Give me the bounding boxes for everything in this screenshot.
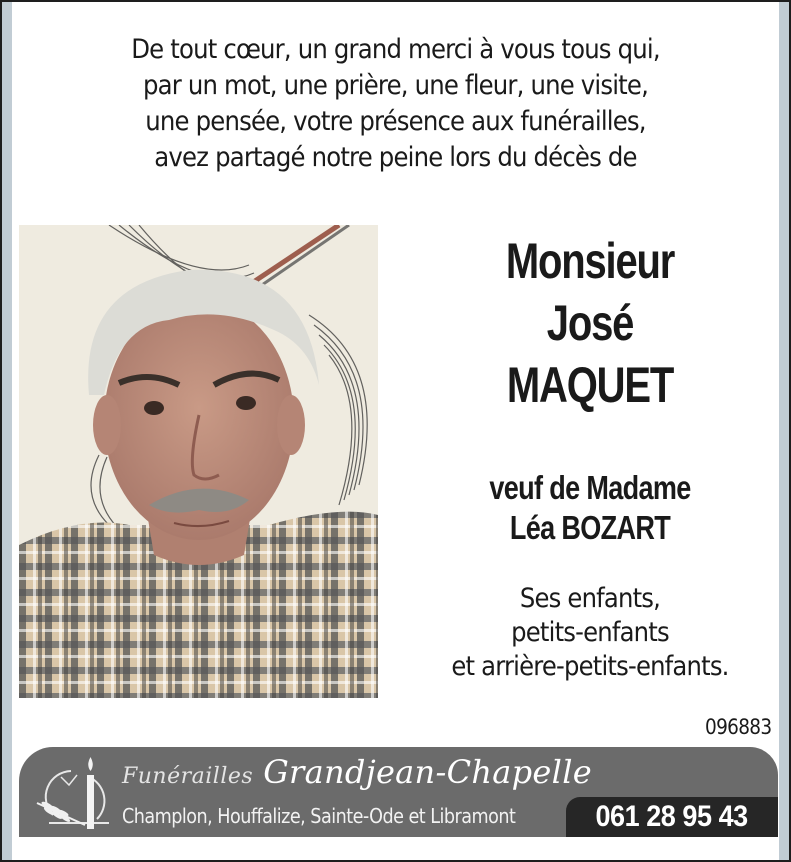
family-line: petits-enfants [511, 617, 669, 648]
spouse-info [432, 468, 749, 548]
deceased-title: Monsieur [505, 233, 675, 289]
family-line: et arrière-petits-enfants. [451, 651, 729, 682]
deceased-last-name: MAQUET [506, 357, 674, 413]
funeral-locations: Champlon, Houffalize, Sainte-Ode et Libramont [122, 804, 516, 828]
thanks-line: avez partagé notre peine lors du décès de [154, 142, 637, 173]
thanks-line: par un mot, une prière, une fleur, une visite, [142, 70, 649, 101]
funeral-home-banner [19, 747, 778, 837]
left-side-strip [2, 2, 12, 860]
candle-wheat-logo-icon [31, 753, 111, 833]
funeral-prefix: Funérailles [122, 764, 254, 789]
funeral-home-name [122, 753, 592, 791]
thanks-message [52, 32, 739, 176]
deceased-name [436, 230, 745, 416]
family-signature [416, 582, 763, 684]
thanks-line: De tout cœur, un grand merci à vous tous qui, [131, 34, 660, 65]
spouse-line: veuf de Madame [489, 469, 691, 506]
deceased-first-name: José [546, 295, 634, 351]
spouse-line: Léa BOZART [509, 509, 671, 546]
phone-number-box [566, 797, 778, 837]
reference-number: 096883 [704, 715, 771, 739]
funeral-brand: Grandjean-Chapelle [263, 753, 592, 791]
right-side-strip [779, 2, 789, 860]
portrait-photo-icon [19, 225, 378, 698]
family-line: Ses enfants, [519, 583, 661, 614]
portrait-photo [19, 225, 378, 698]
phone-number: 061 28 95 43 [595, 800, 749, 833]
thanks-line: une pensée, votre présence aux funérailles, [145, 106, 646, 137]
